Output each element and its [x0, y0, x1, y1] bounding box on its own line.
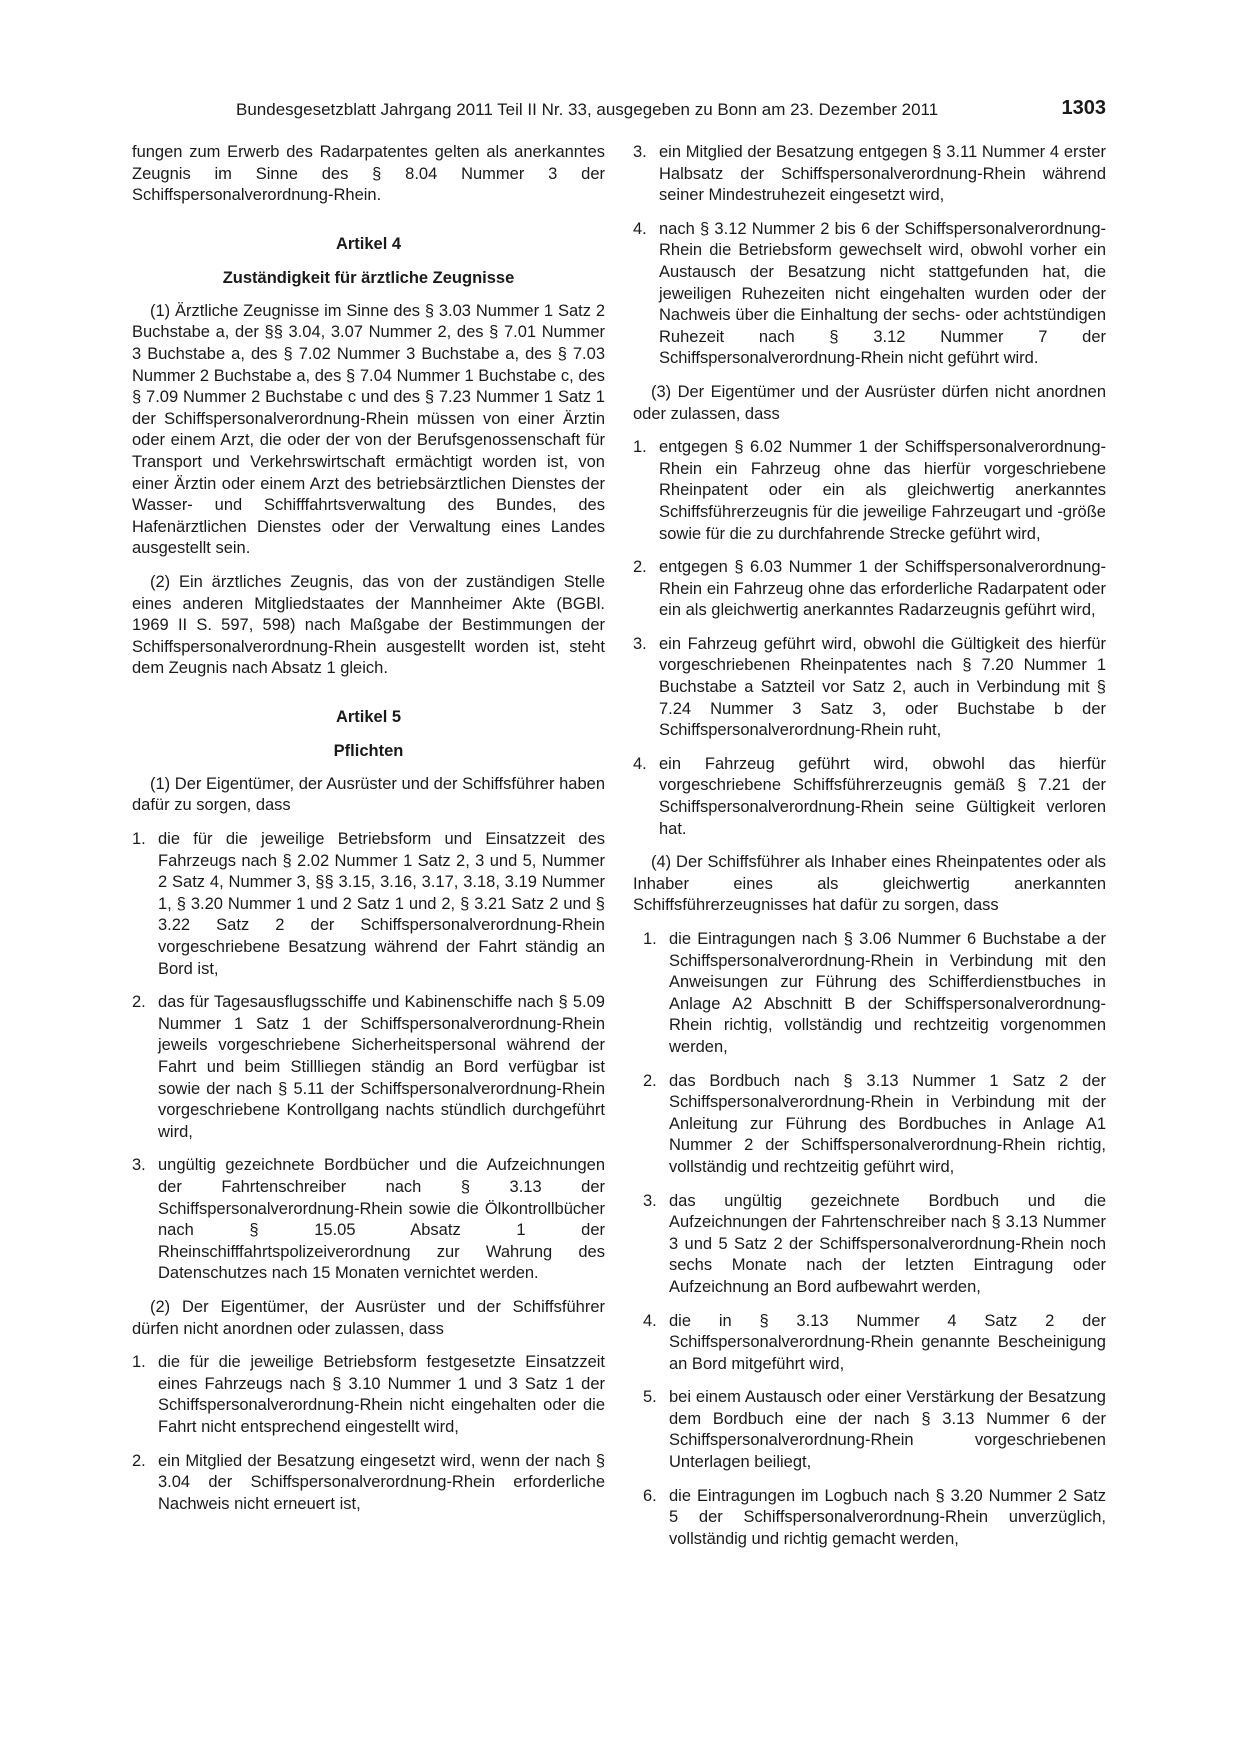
list-item-text: nach § 3.12 Nummer 2 bis 6 der Schiffspersonalverordnung-Rhein die Betriebsform gewechselt wird, obwohl vorher ein Austausch der Besatzung nicht stattgefunden hat, die jeweiligen Ruhezeiten nicht eingehalten wurden oder der Nachweis über die Einhaltung der sechs- oder achtstündigen Ruhezeit nach § 3.12 Nummer 7 der Schiffspersonalverordnung-Rhein nicht geführt wird.: [659, 219, 1106, 368]
list-item-number: 2.: [643, 1071, 657, 1090]
list-item-text: die für die jeweilige Betriebsform festgesetzte Einsatzzeit eines Fahrzeugs nach § 3.10 Nummer 1 und 3 Satz 1 der Schiffspersonalverordnung-Rhein nicht eingehalten oder die Fahrt nicht entsprechend eingestellt wird,: [158, 1353, 605, 1436]
list-item: [633, 219, 1106, 370]
article-4-number: Artikel 4: [335, 234, 402, 253]
list-item: [633, 1191, 1106, 1299]
list-item-number: 6.: [643, 1486, 657, 1505]
list-item-number: 4.: [633, 754, 647, 773]
article-5-paragraph-2: (2) Der Eigentümer, der Ausrüster und der Schiffsführer dürfen nicht anordnen oder zulassen, dass: [132, 1297, 605, 1338]
list-item-number: 1.: [643, 930, 657, 948]
list-item-number: 2.: [132, 993, 146, 1012]
left-column: [132, 142, 605, 1527]
article-5-list-2-continued: [633, 142, 1106, 370]
list-item-number: 5.: [643, 1388, 657, 1407]
list-item-text: die Eintragungen nach § 3.06 Nummer 6 Buchstabe a der Schiffspersonalverordnung-Rhein in Verbindung mit den Anweisungen zur Führung des Schifferdienstbuches in Anlage A2 Abschnitt B der Schiffspersonalverordnung-Rhein richtig, vollständig und rechtzeitig vorgenommen werden,: [669, 930, 1106, 1056]
list-item-text: ein Fahrzeug geführt wird, obwohl die Gültigkeit des hierfür vorgeschriebenen Rheinpatentes nach § 7.20 Nummer 1 Buchstabe a Satzteil vor Satz 2, auch in Verbindung mit § 7.24 Nummer 3 Satz 3, oder Buchstabe b der Schiffspersonalverordnung-Rhein ruht,: [659, 634, 1106, 740]
list-item-number: 2.: [633, 558, 647, 577]
list-item: [132, 992, 605, 1143]
article-5-paragraph-4: (4) Der Schiffsführer als Inhaber eines Rheinpatentes oder als Inhaber eines als gleichwertig anerkannten Schiffsführerzeugnisses hat dafür zu sorgen, dass: [633, 853, 1106, 915]
list-item: [633, 634, 1106, 742]
list-item: [633, 929, 1106, 1059]
list-item-text: das Bordbuch nach § 3.13 Nummer 1 Satz 2 der Schiffspersonalverordnung-Rhein in Verbindung mit der Anleitung zur Führung des Bordbuches in Anlage A1 Nummer 2 der Schiffspersonalverordnung-Rhein richtig, vollständig und rechtzeitig geführt wird,: [669, 1071, 1106, 1176]
article-5-number: Artikel 5: [335, 707, 402, 726]
list-item-text: das für Tagesausflugsschiffe und Kabinenschiffe nach § 5.09 Nummer 1 Satz 1 der Schiffspersonalverordnung-Rhein jeweils vorgeschriebene Sicherheitspersonal während der Fahrt und beim Stillliegen ständig an Bord verfügbar ist sowie der nach § 5.11 der Schiffspersonalverordnung-Rhein vorgeschriebene Kontrollgang nachts stündlich durchgeführt wird,: [158, 993, 605, 1141]
page-number: 1303: [1061, 97, 1106, 119]
header-title: Bundesgesetzblatt Jahrgang 2011 Teil II Nr. 33, ausgegeben zu Bonn am 23. Dezember 2011: [236, 100, 939, 119]
list-item-number: 2.: [132, 1451, 146, 1470]
article-5-list-2: [132, 1352, 605, 1515]
list-item-text: die für die jeweilige Betriebsform und Einsatzzeit des Fahrzeugs nach § 2.02 Nummer 1 Satz 2, 3 und 5, Nummer 2 Satz 4, Nummer 3, §§ 3.15, 3.16, 3.17, 3.18, 3.19 Nummer 1, § 3.20 Nummer 1 und 2 Satz 1 und 2, § 3.21 Satz 2 und § 3.22 Satz 2 der Schiffspersonalverordnung-Rhein vorgeschriebene Besatzung während der Fahrt ständig an Bord ist,: [158, 830, 605, 978]
article-5-list-1: [132, 829, 605, 1285]
list-item-number: 1.: [132, 1353, 146, 1372]
right-column: [633, 142, 1106, 1562]
list-item-text: ein Fahrzeug geführt wird, obwohl das hierfür vorgeschriebene Schiffsführerzeugnis gemäß § 7.21 der Schiffspersonalverordnung-Rhein seine Gültigkeit verloren hat.: [659, 754, 1106, 838]
list-item: [633, 557, 1106, 622]
article-4-title: Zuständigkeit für ärztliche Zeugnisse: [222, 268, 515, 287]
article-5-list-3: [633, 437, 1106, 840]
list-item: [633, 1387, 1106, 1473]
list-item: [633, 437, 1106, 545]
list-item: [132, 1451, 605, 1516]
list-item-text: ein Mitglied der Besatzung entgegen § 3.11 Nummer 4 erster Halbsatz der Schiffspersonalverordnung-Rhein während seiner Mindestruhezeit eingesetzt wird,: [659, 143, 1106, 205]
list-item: [633, 754, 1106, 840]
list-item-text: bei einem Austausch oder einer Verstärkung der Besatzung dem Bordbuch eine der nach § 3.13 Nummer 6 der Schiffspersonalverordnung-Rhein vorgeschriebenen Unterlagen beiliegt,: [669, 1388, 1106, 1472]
list-item-number: 1.: [132, 830, 146, 849]
list-item-number: 3.: [643, 1191, 657, 1210]
list-item-number: 3.: [633, 143, 647, 161]
list-item-text: das ungültig gezeichnete Bordbuch und die Aufzeichnungen der Fahrtenschreiber nach § 3.13 Nummer 3 und 5 Satz 2 der Schiffspersonalverordnung-Rhein noch sechs Monate nach der letzten Eintragung oder Aufzeichnung an Bord aufbewahrt werden,: [669, 1191, 1106, 1296]
list-item-text: ungültig gezeichnete Bordbücher und die Aufzeichnungen der Fahrtenschreiber nach § 3.13 der Schiffspersonalverordnung-Rhein sowie die Ölkontrollbücher nach § 15.05 Absatz 1 der Rheinschifffahrtspolizeiverordnung zur Wahrung des Datenschutzes nach 15 Monaten vernichtet werden.: [158, 1156, 605, 1283]
list-item-text: entgegen § 6.02 Nummer 1 der Schiffspersonalverordnung-Rhein ein Fahrzeug ohne das hierfür vorgeschriebene Rheinpatent oder ein als gleichwertig anerkanntes Schiffsführerzeugnis für die jeweilige Fahrzeugart und -größe sowie für die zu durchfahrende Strecke geführt wird,: [659, 438, 1106, 543]
list-item-text: die Eintragungen im Logbuch nach § 3.20 Nummer 2 Satz 5 der Schiffspersonalverordnung-Rhein unverzüglich, vollständig und richtig gemacht werden,: [669, 1486, 1106, 1548]
list-item: [633, 142, 1106, 207]
list-item-number: 4.: [643, 1311, 657, 1330]
page-header: [236, 97, 1106, 130]
list-item-text: die in § 3.13 Nummer 4 Satz 2 der Schiffspersonalverordnung-Rhein genannte Bescheinigung an Bord mitgeführt wird,: [669, 1311, 1106, 1373]
list-item: [132, 1155, 605, 1285]
article-4-paragraph-2: (2) Ein ärztliches Zeugnis, das von der zuständigen Stelle eines anderen Mitgliedstaates der Mannheimer Akte (BGBl. 1969 II S. 597, 598) nach Maßgabe der Bestimmungen der Schiffspersonalverordnung-Rhein ausgestellt worden ist, steht dem Zeugnis nach Absatz 1 gleich.: [132, 572, 605, 678]
list-item: [633, 1311, 1106, 1376]
list-item: [132, 1352, 605, 1438]
list-item: [633, 1071, 1106, 1179]
list-item: [633, 1486, 1106, 1551]
article-5-paragraph-1: (1) Der Eigentümer, der Ausrüster und der Schiffsführer haben dafür zu sorgen, dass: [132, 774, 605, 815]
list-item-text: ein Mitglied der Besatzung eingesetzt wird, wenn der nach § 3.04 der Schiffspersonalverordnung-Rhein erforderliche Nachweis nicht erneuert ist,: [158, 1451, 605, 1513]
list-item: [132, 829, 605, 980]
article-5-title: Pflichten: [333, 741, 404, 760]
article-5-list-4: [633, 929, 1106, 1550]
list-item-number: 3.: [132, 1156, 146, 1175]
list-item-number: 4.: [633, 219, 647, 238]
article-4-paragraph-1: (1) Ärztliche Zeugnisse im Sinne des § 3.03 Nummer 1 Satz 2 Buchstabe a, der §§ 3.04, 3.07 Nummer 2, des § 7.01 Nummer 3 Buchstabe a, des § 7.02 Nummer 3 Buchstabe a, des § 7.03 Nummer 2 Buchstabe a, des § 7.04 Nummer 1 Buchstabe c, des § 7.09 Nummer 2 Buchstabe c und des § 7.23 Nummer 1 Satz 1 der Schiffspersonalverordnung-Rhein müssen von einer Ärztin oder einem Arzt, die oder der von der Berufsgenossenschaft für Transport und Verkehrswirtschaft ermächtigt worden ist, von einer Ärztin oder einem Arzt des betriebsärztlichen Dienstes der Wasser- und Schifffahrtsverwaltung des Bundes, des Hafenärztlichen Dienstes oder der Verwaltung eines Landes ausgestellt sein.: [132, 301, 605, 558]
list-item-text: entgegen § 6.03 Nummer 1 der Schiffspersonalverordnung-Rhein ein Fahrzeug ohne das erforderliche Radarpatent oder ein als gleichwertig anerkanntes Radarzeugnis geführt wird,: [659, 558, 1106, 620]
intro-paragraph: fungen zum Erwerb des Radarpatentes gelten als anerkanntes Zeugnis im Sinne des § 8.04 Nummer 3 der Schiffspersonalverordnung-Rhein.: [132, 143, 605, 205]
article-5-paragraph-3: (3) Der Eigentümer und der Ausrüster dürfen nicht anordnen oder zulassen, dass: [633, 382, 1106, 423]
list-item-number: 1.: [633, 438, 647, 457]
list-item-number: 3.: [633, 634, 647, 653]
